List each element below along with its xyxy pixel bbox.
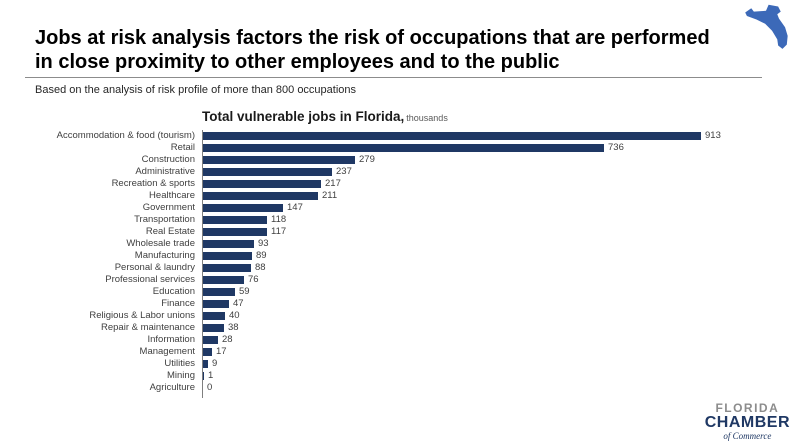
logo-of-commerce-text: of Commerce <box>723 431 772 441</box>
value-label: 89 <box>256 250 267 261</box>
bar <box>203 348 212 356</box>
chart-row <box>0 178 790 190</box>
bar-area <box>202 382 790 394</box>
bar <box>203 264 251 272</box>
bar-area <box>202 358 790 370</box>
value-label: 237 <box>336 166 352 177</box>
bar <box>203 336 218 344</box>
value-label: 17 <box>216 346 227 357</box>
bar-area <box>202 178 790 190</box>
category-label: Real Estate <box>145 226 195 237</box>
chart-row <box>0 370 790 382</box>
bar-area <box>202 286 790 298</box>
bar-area <box>202 214 790 226</box>
logo-chamber-text: CHAMBER <box>704 414 790 431</box>
bar <box>203 252 252 260</box>
bar-area <box>202 226 790 238</box>
bar-area <box>202 298 790 310</box>
category-label: Religious & Labor unions <box>89 310 195 321</box>
category-label: Manufacturing <box>134 250 195 261</box>
chart-row <box>0 250 790 262</box>
bar <box>203 276 244 284</box>
bar-area <box>202 238 790 250</box>
bar <box>203 156 355 164</box>
bar <box>203 216 267 224</box>
bar <box>203 180 321 188</box>
chart-row <box>0 214 790 226</box>
bar <box>203 360 208 368</box>
value-label: 59 <box>239 286 250 297</box>
bar-area <box>202 346 790 358</box>
value-label: 47 <box>233 298 244 309</box>
page-title <box>35 26 747 74</box>
bar-area <box>202 310 790 322</box>
chart-row <box>0 262 790 274</box>
bar-area <box>202 166 790 178</box>
value-label: 38 <box>228 322 239 333</box>
page-title-line-2: in close proximity to other employees and to the public <box>35 51 560 73</box>
category-label: Education <box>152 286 195 297</box>
value-label: 211 <box>322 190 338 201</box>
category-label: Agriculture <box>149 382 195 393</box>
bar-area <box>202 142 790 154</box>
bar <box>203 288 235 296</box>
chart-row <box>0 274 790 286</box>
bar <box>203 132 701 140</box>
category-label: Wholesale trade <box>126 238 195 249</box>
chart-row <box>0 226 790 238</box>
page-title-line-1: Jobs at risk analysis factors the risk of occupations that are performed <box>35 27 710 49</box>
chart-row <box>0 130 790 142</box>
bar-area <box>202 202 790 214</box>
category-label: Transportation <box>134 214 195 225</box>
chart-title-units: thousands <box>406 113 448 123</box>
title-divider <box>25 77 762 78</box>
value-label: 217 <box>325 178 341 189</box>
bar <box>203 240 254 248</box>
value-label: 40 <box>229 310 240 321</box>
chart-row <box>0 166 790 178</box>
category-label: Management <box>139 346 195 357</box>
chart-row <box>0 238 790 250</box>
chart-row <box>0 142 790 154</box>
chart-row <box>0 334 790 346</box>
chart-row <box>0 286 790 298</box>
bar <box>203 168 332 176</box>
category-label: Professional services <box>105 274 195 285</box>
bar <box>203 324 224 332</box>
value-label: 117 <box>271 226 287 237</box>
bar-area <box>202 130 790 142</box>
bar-area <box>202 250 790 262</box>
value-label: 28 <box>222 334 233 345</box>
chart-title-text: Total vulnerable jobs in Florida, <box>202 109 405 124</box>
bar <box>203 312 225 320</box>
axis-line-tail <box>202 394 203 398</box>
category-label: Repair & maintenance <box>101 322 195 333</box>
value-label: 1 <box>208 370 214 381</box>
category-label: Accommodation & food (tourism) <box>56 130 195 141</box>
category-label: Retail <box>170 142 195 153</box>
value-label: 118 <box>271 214 287 225</box>
value-label: 279 <box>359 154 375 165</box>
chart-rows <box>0 130 790 394</box>
bar <box>203 372 204 380</box>
bar-area <box>202 370 790 382</box>
category-label: Recreation & sports <box>111 178 195 189</box>
chart-row <box>0 190 790 202</box>
bar <box>203 300 229 308</box>
chamber-logo <box>705 402 790 441</box>
chart-row <box>0 154 790 166</box>
chart-row <box>0 358 790 370</box>
category-label: Construction <box>141 154 195 165</box>
category-label: Mining <box>167 370 195 381</box>
chart-row <box>0 382 790 394</box>
chart-row <box>0 310 790 322</box>
value-label: 88 <box>255 262 266 273</box>
bar <box>203 192 318 200</box>
chart-row <box>0 298 790 310</box>
bar-area <box>202 322 790 334</box>
bar <box>203 144 604 152</box>
bar-area <box>202 190 790 202</box>
bar <box>203 204 283 212</box>
category-label: Government <box>142 202 195 213</box>
category-label: Finance <box>161 298 195 309</box>
value-label: 93 <box>258 238 269 249</box>
chart-title <box>202 109 448 124</box>
bar-area <box>202 334 790 346</box>
chart-row <box>0 202 790 214</box>
value-label: 913 <box>705 130 721 141</box>
bar-area <box>202 262 790 274</box>
chart-row <box>0 322 790 334</box>
bar-area <box>202 274 790 286</box>
logo-florida-text: FLORIDA <box>715 401 780 415</box>
category-label: Healthcare <box>149 190 195 201</box>
chart-row <box>0 346 790 358</box>
florida-state-icon <box>740 2 792 56</box>
category-label: Information <box>147 334 195 345</box>
bar <box>203 228 267 236</box>
category-label: Personal & laundry <box>114 262 195 273</box>
bar-area <box>202 154 790 166</box>
value-label: 9 <box>212 358 218 369</box>
value-label: 736 <box>608 142 624 153</box>
value-label: 147 <box>287 202 303 213</box>
subtitle: Based on the analysis of risk profile of more than 800 occupations <box>35 84 357 96</box>
category-label: Administrative <box>135 166 195 177</box>
value-label: 76 <box>248 274 259 285</box>
category-label: Utilities <box>164 358 195 369</box>
value-label: 0 <box>207 382 213 393</box>
